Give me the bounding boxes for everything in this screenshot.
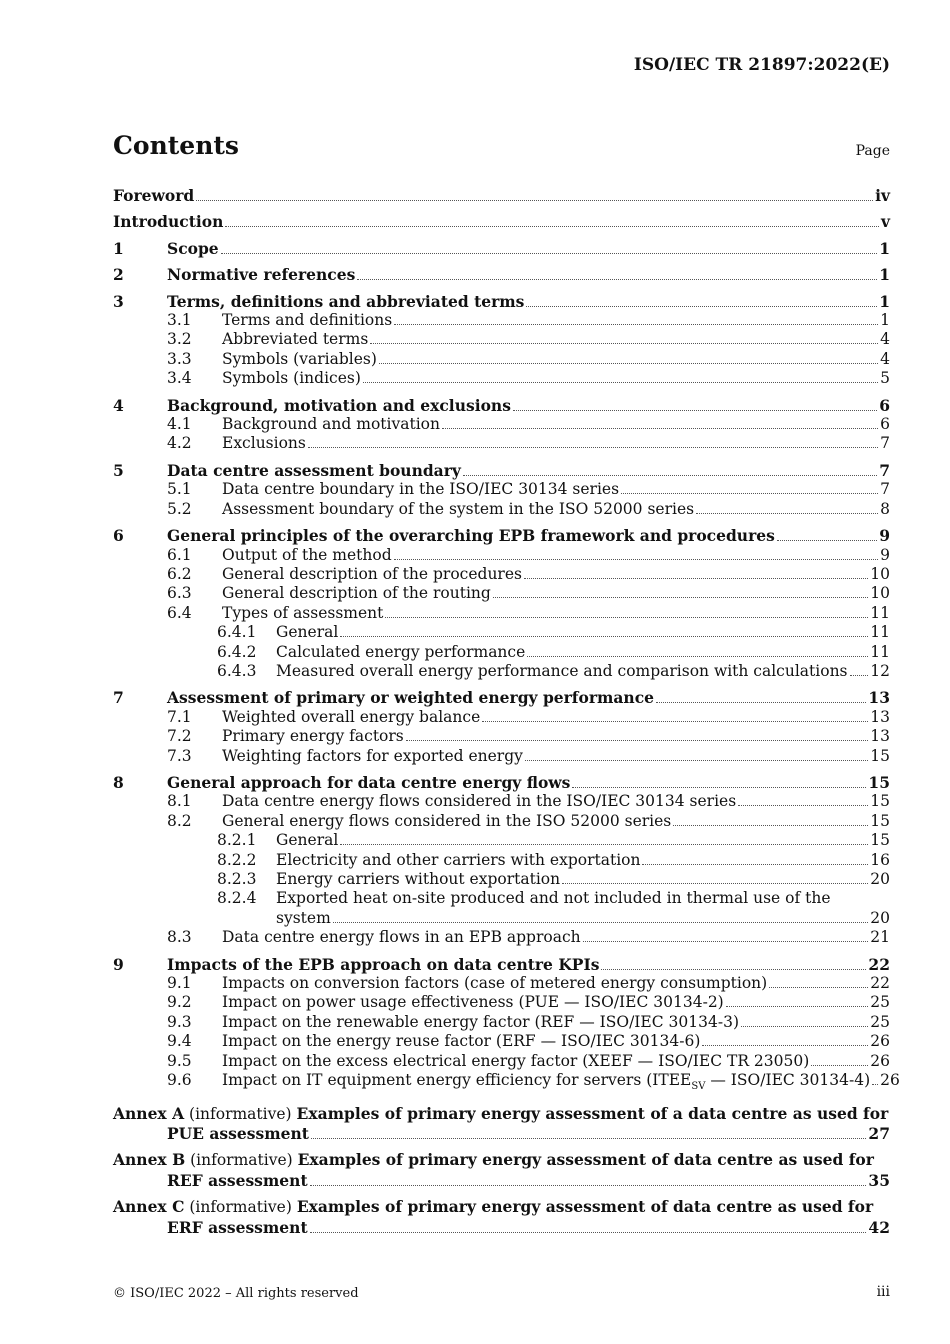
toc-page: 11	[870, 623, 890, 642]
toc-entry-8-1[interactable]	[113, 792, 890, 811]
toc-page: 6	[879, 395, 890, 415]
toc-entry-6-2[interactable]	[113, 565, 890, 584]
toc-title: Scope	[167, 238, 219, 258]
toc-page: iv	[875, 186, 890, 205]
page-title: Contents	[113, 131, 240, 160]
toc-title: Background and motivation	[222, 415, 440, 434]
toc-number: 7.1	[167, 707, 192, 726]
toc-page: 7	[880, 434, 890, 453]
toc-title: General approach for data centre energy flows	[167, 772, 571, 792]
toc-page: 22	[868, 954, 890, 974]
toc-number: 5	[113, 460, 124, 480]
toc-title: Exported heat on-site produced and not included in thermal use of the	[276, 889, 831, 908]
toc-title: Impact on power usage effectiveness (PUE — ISO/IEC 30134-2)	[222, 993, 724, 1012]
toc-entry-9-1[interactable]	[113, 974, 890, 993]
toc-title: Types of assessment	[222, 603, 384, 622]
annex-key: Annex B	[113, 1150, 186, 1170]
toc-page: 1	[880, 311, 890, 330]
toc-entry-3-2[interactable]	[113, 330, 890, 349]
toc-page: 20	[870, 908, 890, 927]
toc-entry-3-3[interactable]	[113, 350, 890, 369]
toc-entry-6-4-2[interactable]	[113, 643, 890, 662]
toc-number: 8.2.1	[217, 831, 257, 850]
toc-title: Introduction	[113, 212, 224, 232]
annex-kind: (informative)	[184, 1104, 297, 1123]
toc-entry-8-2[interactable]	[113, 812, 890, 831]
toc-number: 1	[113, 238, 124, 258]
toc-number: 6.3	[167, 584, 192, 603]
toc-title: Measured overall energy performance and comparison with calculations	[276, 661, 848, 680]
toc-entry-section-7[interactable]	[113, 688, 890, 707]
toc-number: 9.1	[167, 974, 192, 993]
toc-number: 3	[113, 291, 124, 311]
toc-title: Data centre energy flows considered in the ISO/IEC 30134 series	[222, 792, 737, 811]
page-column-label: Page	[855, 143, 890, 159]
toc-title: Assessment boundary of the system in the ISO 52000 series	[222, 499, 695, 518]
toc-entry-8-2-4[interactable]	[113, 889, 890, 908]
toc-entry-3-4[interactable]	[113, 369, 890, 388]
toc-entry-4-1[interactable]	[113, 415, 890, 434]
toc-title: Output of the method	[222, 545, 392, 564]
toc-entry-section-4[interactable]	[113, 396, 890, 415]
toc-number: 6.4.1	[217, 623, 257, 642]
toc-title: Impact on IT equipment energy efficiency for servers ($ITEE_{SV}$ — ISO/IEC 30134-4)	[222, 1071, 871, 1093]
toc-number: 9.3	[167, 1012, 192, 1031]
toc-title: Foreword	[113, 186, 195, 205]
toc-number: 7	[113, 688, 124, 708]
toc-entry-section-2[interactable]	[113, 265, 890, 284]
toc-page: 15	[870, 746, 890, 765]
toc-number: 6	[113, 526, 124, 546]
toc-title: Normative references	[167, 265, 356, 285]
toc-page: 1	[879, 265, 890, 285]
document-code: ISO/IEC TR 21897:2022(E)	[633, 55, 890, 75]
annex-title-continued: REF assessment	[167, 1170, 308, 1190]
toc-number: 6.4.2	[217, 642, 257, 661]
toc-title: Impact on the excess electrical energy factor (XEEF — ISO/IEC TR 23050)	[222, 1051, 810, 1070]
toc-title: Background, motivation and exclusions	[167, 395, 511, 415]
toc-entry-8-2-2[interactable]	[113, 851, 890, 870]
toc-number: 2	[113, 265, 124, 285]
toc-number: 5.1	[167, 480, 192, 499]
toc-page: 9	[880, 545, 890, 564]
toc-entry-9-2[interactable]	[113, 993, 890, 1012]
toc-page: 25	[870, 1012, 890, 1031]
toc-page: 26	[880, 1071, 900, 1090]
toc-number: 8.2.4	[217, 889, 257, 908]
toc-number: 4.2	[167, 434, 192, 453]
toc-entry-8-2-1[interactable]	[113, 831, 890, 850]
toc-page: v	[880, 212, 890, 232]
toc-title: General description of the routing	[222, 584, 491, 603]
toc-page: 15	[868, 772, 890, 792]
toc-entry-section-3[interactable]	[113, 292, 890, 311]
toc-page: 7	[879, 460, 890, 480]
toc-page: 15	[870, 811, 890, 830]
toc-page: 9	[879, 526, 890, 546]
toc-entry-foreword[interactable]	[113, 186, 890, 205]
toc-title: Weighted overall energy balance	[222, 707, 481, 726]
toc-entry-section-5[interactable]	[113, 461, 890, 480]
toc-number: 5.2	[167, 499, 192, 518]
toc-page: 1	[879, 291, 890, 311]
toc-number: 8	[113, 772, 124, 792]
annex-key: Annex C	[113, 1197, 185, 1217]
toc-page: 6	[880, 415, 890, 434]
toc-page: 21	[870, 928, 890, 947]
toc-page: 35	[868, 1170, 890, 1190]
toc-entry-section-6[interactable]	[113, 526, 890, 545]
toc-title: Impacts of the EPB approach on data centre KPIs	[167, 954, 600, 974]
toc-number: 6.4	[167, 603, 192, 622]
toc-title: Primary energy factors	[222, 727, 404, 746]
toc-entry-5-1[interactable]	[113, 480, 890, 499]
toc-entry-6-4-3[interactable]	[113, 662, 890, 681]
toc-page: 1	[879, 238, 890, 258]
toc-number: 3.2	[167, 330, 192, 349]
toc-number: 6.2	[167, 564, 192, 583]
page-number: iii	[876, 1284, 890, 1300]
copyright-notice: © ISO/IEC 2022 – All rights reserved	[113, 1286, 359, 1301]
annex-title: Examples of primary energy assessment of data centre as used for	[297, 1150, 874, 1170]
toc-number: 6.1	[167, 545, 192, 564]
toc-page: 22	[870, 974, 890, 993]
toc-title: Terms, definitions and abbreviated terms	[167, 291, 525, 311]
toc-page: 15	[870, 831, 890, 850]
annex-kind: (informative)	[185, 1151, 298, 1170]
toc-page: 16	[870, 850, 890, 869]
toc-title: Weighting factors for exported energy	[222, 746, 523, 765]
toc-number: 8.1	[167, 792, 192, 811]
annex-title: Examples of primary energy assessment of a data centre as used for	[296, 1103, 889, 1123]
toc-number: 9	[113, 954, 124, 974]
toc-page: 4	[880, 330, 890, 349]
toc-number: 9.2	[167, 993, 192, 1012]
toc-number: 7.2	[167, 727, 192, 746]
toc-entry-section-1[interactable]	[113, 239, 890, 258]
toc-page: 26	[870, 1051, 890, 1070]
toc-title: General description of the procedures	[222, 564, 522, 583]
toc-page: 5	[880, 369, 890, 388]
toc-number: 8.2	[167, 811, 192, 830]
toc-page: 42	[868, 1217, 890, 1237]
toc-title: General principles of the overarching EPB framework and procedures	[167, 526, 775, 546]
toc-title: Symbols (variables)	[222, 349, 377, 368]
toc-entry-8-2-3[interactable]	[113, 870, 890, 889]
toc-number: 8.2.3	[217, 870, 257, 888]
toc-page: 20	[870, 870, 890, 888]
toc-number: 9.4	[167, 1032, 192, 1051]
annex-title-continued: ERF assessment	[167, 1217, 308, 1237]
toc-number: 9.5	[167, 1051, 192, 1070]
toc-number: 9.6	[167, 1071, 192, 1090]
toc-title: Abbreviated terms	[222, 330, 369, 349]
toc-number: 7.3	[167, 746, 192, 765]
toc-title: Data centre energy flows in an EPB approach	[222, 928, 581, 947]
toc-page: 13	[868, 688, 890, 708]
toc-page: 10	[870, 564, 890, 583]
toc-entry-8-3[interactable]	[113, 928, 890, 947]
toc-entry-introduction[interactable]	[113, 212, 890, 231]
toc-page: 8	[880, 499, 890, 518]
toc-page: 12	[870, 661, 890, 680]
toc-entry-6-4-1[interactable]	[113, 623, 890, 642]
toc-entry-9-5[interactable]	[113, 1052, 890, 1071]
toc-title: Calculated energy performance	[276, 642, 526, 661]
toc-entry-9-6[interactable]	[113, 1071, 900, 1097]
toc-title: system	[276, 908, 331, 927]
toc-entry-9-3[interactable]	[113, 1013, 890, 1032]
toc-entry-5-2[interactable]	[113, 500, 890, 519]
annex-title-continued: PUE assessment	[167, 1123, 309, 1143]
toc-entry-annex-a[interactable]	[113, 1104, 890, 1144]
toc-title: Electricity and other carriers with exportation	[276, 850, 641, 869]
toc-title: Impact on the renewable energy factor (REF — ISO/IEC 30134-3)	[222, 1012, 739, 1031]
toc-entry-6-3[interactable]	[113, 584, 890, 603]
toc-page: 26	[870, 1032, 890, 1051]
toc-title: Impact on the energy reuse factor (ERF — ISO/IEC 30134-6)	[222, 1032, 701, 1051]
annex-key: Annex A	[113, 1103, 185, 1123]
toc-page: 13	[870, 727, 890, 746]
toc-title: Symbols (indices)	[222, 369, 361, 388]
toc-title: General energy flows considered in the ISO 52000 series	[222, 811, 672, 830]
toc-title: Impacts on conversion factors (case of metered energy consumption)	[222, 974, 768, 993]
toc-number: 3.4	[167, 369, 192, 388]
toc-number: 6.4.3	[217, 661, 257, 680]
toc-title: Assessment of primary or weighted energy performance	[167, 688, 654, 708]
toc-entry-8-2-4-continued[interactable]	[113, 909, 890, 928]
toc-title: Terms and definitions	[222, 311, 393, 330]
toc-entry-section-9[interactable]	[113, 955, 890, 974]
toc-page: 4	[880, 349, 890, 368]
toc-entry-4-2[interactable]	[113, 434, 890, 453]
table-of-contents	[113, 186, 900, 1244]
toc-page: 25	[870, 993, 890, 1012]
toc-entry-section-8[interactable]	[113, 773, 890, 792]
toc-page: 13	[870, 707, 890, 726]
toc-entry-7-3[interactable]	[113, 747, 890, 766]
toc-entry-annex-b[interactable]	[113, 1150, 890, 1190]
toc-number: 4.1	[167, 415, 192, 434]
toc-entry-9-4[interactable]	[113, 1032, 890, 1051]
toc-title: General	[276, 623, 339, 642]
toc-number: 3.1	[167, 311, 192, 330]
toc-page: 11	[870, 642, 890, 661]
annex-title: Examples of primary energy assessment of data centre as used for	[296, 1197, 874, 1217]
toc-title: General	[276, 831, 339, 850]
annex-kind: (informative)	[184, 1198, 297, 1217]
toc-number: 8.2.2	[217, 850, 257, 869]
toc-page: 15	[870, 792, 890, 811]
toc-entry-6-4[interactable]	[113, 604, 890, 623]
toc-number: 8.3	[167, 928, 192, 947]
toc-entry-annex-c[interactable]	[113, 1197, 890, 1237]
toc-page: 10	[870, 584, 890, 603]
toc-entry-7-1[interactable]	[113, 708, 890, 727]
toc-page: 27	[868, 1123, 890, 1143]
toc-entry-7-2[interactable]	[113, 727, 890, 746]
toc-number: 4	[113, 395, 124, 415]
toc-title: Data centre boundary in the ISO/IEC 30134 series	[222, 480, 620, 499]
toc-page: 11	[870, 603, 890, 622]
toc-title: Data centre assessment boundary	[167, 460, 461, 480]
toc-title: Exclusions	[222, 434, 306, 453]
toc-title: Energy carriers without exportation	[276, 870, 561, 888]
toc-entry-3-1[interactable]	[113, 311, 890, 330]
toc-page: 7	[880, 480, 890, 499]
toc-entry-6-1[interactable]	[113, 546, 890, 565]
toc-number: 3.3	[167, 349, 192, 368]
